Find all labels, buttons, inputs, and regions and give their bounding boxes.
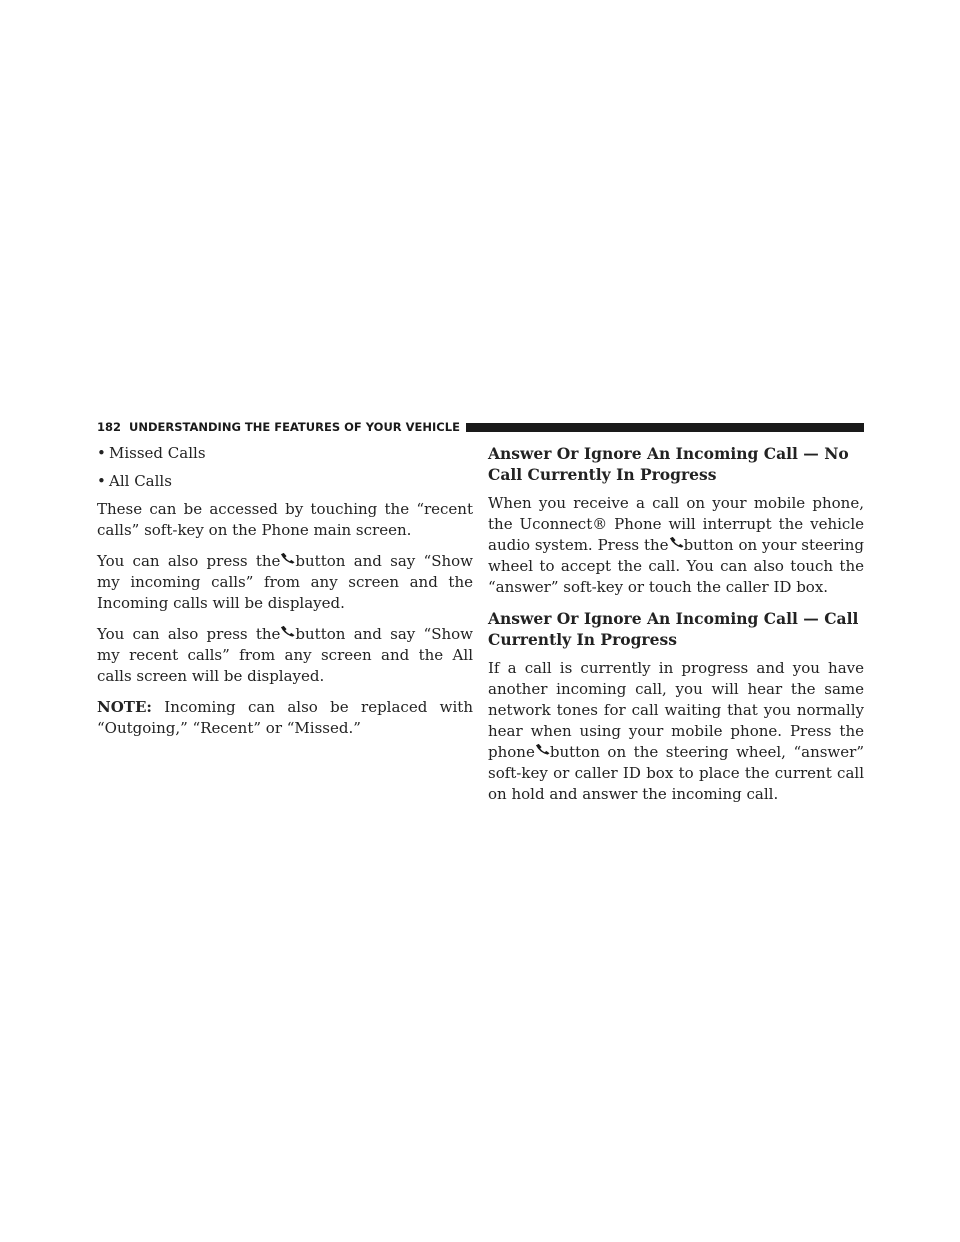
list-item: [97, 471, 473, 492]
paragraph-text: button and say “Show my incoming calls” from any screen and the Incoming calls will be displayed.: [97, 552, 474, 612]
paragraph-text: You can also press the: [97, 625, 281, 643]
incoming-calls-paragraph: [97, 551, 473, 614]
phone-handset-icon: [669, 536, 684, 548]
call-waiting-paragraph: [488, 658, 864, 805]
note-paragraph: [97, 697, 473, 739]
page-header: [97, 419, 864, 435]
note-text: Incoming can also be replaced with “Outgoing,” “Recent” or “Missed.”: [97, 698, 473, 737]
bullet-icon: •: [97, 444, 106, 462]
answer-call-paragraph: [488, 493, 864, 598]
paragraph-text: You can also press the: [97, 552, 281, 570]
recent-calls-paragraph: These can be accessed by touching the “recent calls” soft-key on the Phone main screen.: [97, 500, 473, 539]
phone-handset-icon: [280, 625, 295, 637]
paragraph-text: button on your steering wheel to accept the call. You can also touch the “answer” soft-key or touch the caller ID box.: [488, 536, 864, 596]
paragraph-text: button and say “Show my recent calls” from any screen and the All calls screen will be displayed.: [97, 625, 474, 685]
phone-handset-icon: [280, 552, 295, 564]
page-number: 182: [97, 420, 122, 434]
list-item-label: All Calls: [109, 472, 172, 490]
bullet-icon: •: [97, 472, 106, 490]
section-heading: Answer Or Ignore An Incoming Call — No Call Currently In Progress: [488, 444, 849, 484]
section-heading: Answer Or Ignore An Incoming Call — Call Currently In Progress: [488, 609, 859, 649]
all-calls-paragraph: [97, 624, 473, 687]
header-rule: [466, 423, 864, 432]
left-column: [97, 443, 473, 749]
list-item-label: Missed Calls: [109, 444, 206, 462]
paragraph-text: If a call is currently in progress and you have another incoming call, you will hear the same network tones for call waiting that you normally hear when using your mobile phone. Press the phone: [488, 659, 864, 761]
right-column: [488, 443, 864, 815]
list-item: [97, 443, 473, 464]
section-title: UNDERSTANDING THE FEATURES OF YOUR VEHICLE: [129, 420, 460, 434]
phone-handset-icon: [535, 743, 550, 755]
paragraph-text: button on the steering wheel, “answer” soft-key or caller ID box to place the current call on hold and answer the incoming call.: [488, 743, 864, 803]
note-label: NOTE:: [97, 698, 152, 716]
paragraph-text: When you receive a call on your mobile phone, the Uconnect® Phone will interrupt the vehicle audio system. Press the: [488, 494, 864, 554]
